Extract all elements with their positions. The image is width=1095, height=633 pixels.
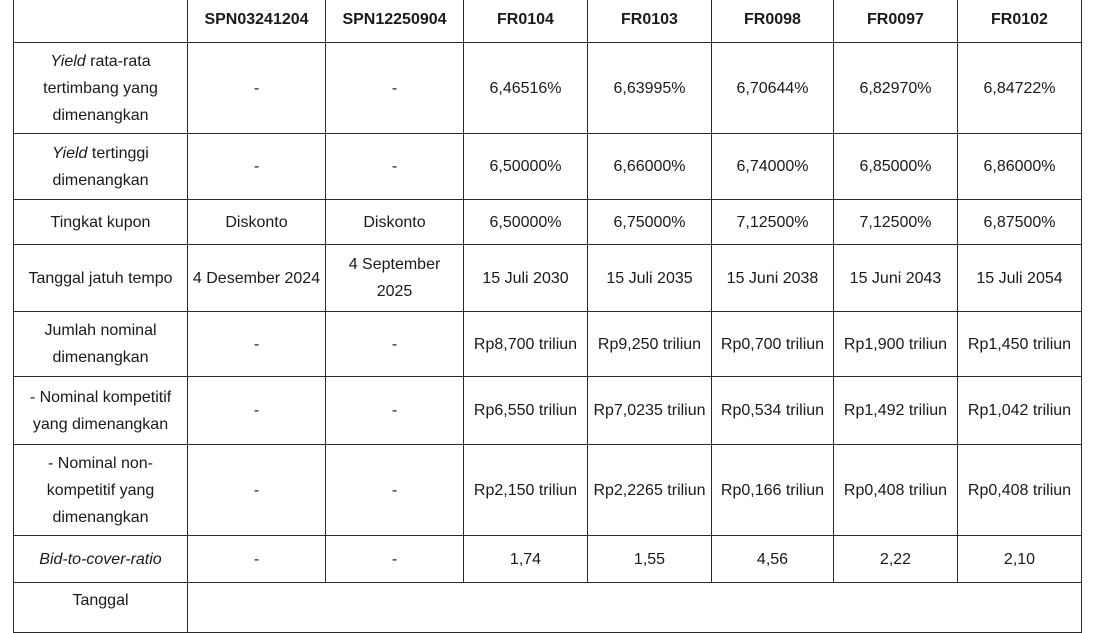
table-cell: Rp0,534 triliun [712,377,834,445]
table-cell: Rp0,166 triliun [712,445,834,536]
table-cell: Rp2,150 triliun [464,445,588,536]
table-cell: 6,84722% [958,43,1082,134]
table-cell: Rp6,550 triliun [464,377,588,445]
table-cell: 6,46516% [464,43,588,134]
table-cell: Rp9,250 triliun [588,312,712,377]
table-cell: 15 Juli 2035 [588,245,712,312]
table-cell: - [188,312,326,377]
table-cell: Rp0,408 triliun [958,445,1082,536]
header-row [14,0,1082,43]
header-col-fr0103: FR0103 [588,0,712,43]
header-col-fr0098: FR0098 [712,0,834,43]
row-label: - Nominal non-kompetitif yang dimenangkan [14,445,188,536]
table-cell: 6,86000% [958,134,1082,200]
table-cell: 1,74 [464,536,588,583]
table-cell: Rp1,450 triliun [958,312,1082,377]
header-col-fr0104: FR0104 [464,0,588,43]
row-label: Tingkat kupon [14,200,188,245]
row-weighted-average-yield [14,43,1082,134]
table-cell: - [188,43,326,134]
table-cell: Diskonto [326,200,464,245]
table-cell: 6,85000% [834,134,958,200]
table-cell: 4,56 [712,536,834,583]
row-label-text: tertinggi dimenangkan [52,144,149,189]
table-cell: 2,10 [958,536,1082,583]
table-cell: - [326,377,464,445]
row-bid-to-cover [14,536,1082,583]
table-cell: 6,87500% [958,200,1082,245]
table-cell: 6,66000% [588,134,712,200]
row-competitive-nominal [14,377,1082,445]
table-cell: 2,22 [834,536,958,583]
row-highest-yield [14,134,1082,200]
row-label-italic: Yield [50,52,86,70]
table-cell: Rp0,700 triliun [712,312,834,377]
table-cell: 6,74000% [712,134,834,200]
table-cell: Rp8,700 triliun [464,312,588,377]
row-non-competitive-nominal [14,445,1082,536]
auction-results-table [13,0,1082,633]
table-cell: Rp2,2265 triliun [588,445,712,536]
table-cell: 6,70644% [712,43,834,134]
table-cell: 6,50000% [464,134,588,200]
table-cell: - [326,536,464,583]
row-nominal-won [14,312,1082,377]
table-cell: 7,12500% [712,200,834,245]
table-cell: 15 Juli 2030 [464,245,588,312]
table-cell: Rp1,900 triliun [834,312,958,377]
header-keterangan [14,0,188,43]
row-coupon-rate [14,200,1082,245]
table-cell: 6,82970% [834,43,958,134]
header-col-spn03241204: SPN03241204 [188,0,326,43]
table-cell: 6,63995% [588,43,712,134]
header-col-fr0097: FR0097 [834,0,958,43]
table-cell: 4 September 2025 [326,245,464,312]
table-cell: 15 Juli 2054 [958,245,1082,312]
row-label-italic: Yield [52,144,88,162]
table-cell: Rp1,492 triliun [834,377,958,445]
row-label: Jumlah nominal dimenangkan [14,312,188,377]
table-cell: Rp1,042 triliun [958,377,1082,445]
header-col-spn12250904: SPN12250904 [326,0,464,43]
row-label: Tanggal jatuh tempo [14,245,188,312]
table-cell: Rp0,408 triliun [834,445,958,536]
row-label [14,43,188,134]
table-cell: - [188,377,326,445]
table-cell: 6,75000% [588,200,712,245]
table-cell: Rp7,0235 triliun [588,377,712,445]
table-cell: - [326,312,464,377]
table-cell: Diskonto [188,200,326,245]
header-col-fr0102: FR0102 [958,0,1082,43]
merged-cell [188,583,1082,633]
table-cell: - [326,445,464,536]
row-label: - Nominal kompetitif yang dimenangkan [14,377,188,445]
row-settlement-date [14,583,1082,633]
table-cell: - [326,43,464,134]
row-label: Bid-to-cover-ratio [14,536,188,583]
row-maturity-date [14,245,1082,312]
table-cell: 6,50000% [464,200,588,245]
table-cell: 4 Desember 2024 [188,245,326,312]
row-label: Tanggal [14,583,188,633]
row-label [14,134,188,200]
table-cell: 15 Juni 2038 [712,245,834,312]
table-cell: 7,12500% [834,200,958,245]
table-cell: - [188,134,326,200]
table-cell: 15 Juni 2043 [834,245,958,312]
table-cell: - [326,134,464,200]
table-cell: - [188,536,326,583]
table-cell: 1,55 [588,536,712,583]
row-label-text: rata-rata tertimbang yang dimenangkan [43,52,158,124]
table-cell: - [188,445,326,536]
